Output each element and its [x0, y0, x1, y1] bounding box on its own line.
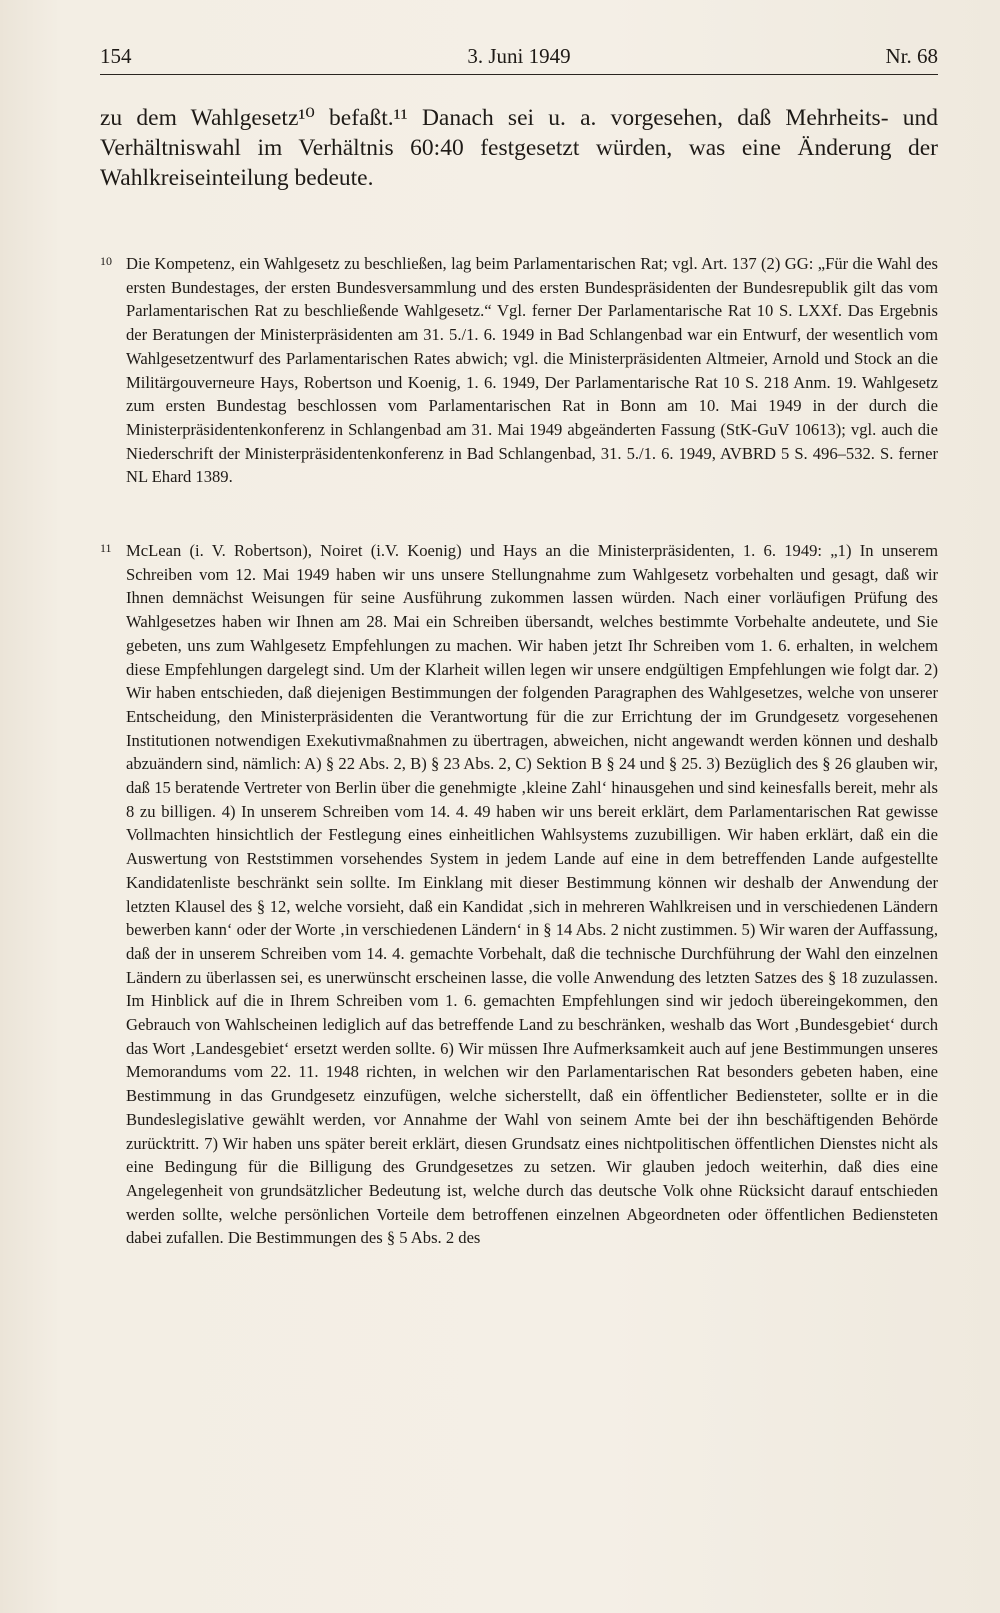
- footnote-10: [100, 252, 938, 489]
- footnote-number: 10: [100, 254, 112, 268]
- header-rule: [100, 74, 938, 75]
- footnote-11: [100, 539, 938, 1250]
- page-header: [100, 44, 938, 76]
- main-paragraph: zu dem Wahlgesetz¹⁰ befaßt.¹¹ Danach sei u. a. vorgesehen, daß Mehrheits- und Verhältniswahl im Verhältnis 60:40 festgesetzt würden, was eine Änderung der Wahlkreiseinteilung bedeute.: [100, 105, 938, 191]
- page-number: 154: [100, 44, 132, 68]
- footnote-text: McLean (i. V. Robertson), Noiret (i.V. Koenig) und Hays an die Ministerpräsidenten, 1. 6. 1949: „1) In unserem Schreiben vom 12. Mai 1949 haben wir uns unsere Stellungnahme zum Wahlgesetz vorbehalten und gesagt, daß wir Ihnen demnächst Weisungen für seine Ausführung zukommen lassen würden. Nach einer vorläufigen Prüfung des Wahlgesetzes haben wir Ihnen am 28. Mai ein Schreiben übersandt, welches bestimmte Vorbehalte andeutete, und Sie gebeten, uns zum Wahlgesetz Empfehlungen zu machen. Wir haben jetzt Ihr Schreiben vom 1. 6. erhalten, in welchem diese Empfehlungen dargelegt sind. Um der Klarheit willen legen wir unsere endgültigen Empfehlungen wie folgt dar. 2) Wir haben entschieden, daß diejenigen Bestimmungen der folgenden Paragraphen des Wahlgesetzes, welche von unserer Entscheidung, den Ministerpräsidenten die Verantwortung für die zur Errichtung der im Grundgesetz vorgesehenen Institutionen notwendigen Exekutivmaßnahmen zu übertragen, abweichen, nicht angewandt werden können und deshalb abzuändern sind, nämlich: A) § 22 Abs. 2, B) § 23 Abs. 2, C) Sektion B § 24 und § 25. 3) Bezüglich des § 26 glauben wir, daß 15 beratende Vertreter von Berlin über die genehmigte ‚kleine Zahl‘ hinausgehen und sind keinesfalls bereit, mehr als 8 zu billigen. 4) In unserem Schreiben vom 14. 4. 49 haben wir uns bereit erklärt, dem Parlamentarischen Rat gewisse Vollmachten hinsichtlich der Festlegung eines einheitlichen Wahlsystems zuzubilligen. Wir haben erklärt, daß ein die Auswertung von Reststimmen vorsehendes System in jedem Lande auf eine in dem betreffenden Lande aufgestellte Kandidatenliste beschränkt sein sollte. Im Einklang mit dieser Bestimmung können wir deshalb der Anwendung der letzten Klausel des § 12, welche vorsieht, daß ein Kandidat ‚sich in mehreren Wahlkreisen und in verschiedenen Ländern bewerben kann‘ oder der Worte ‚in verschiedenen Ländern‘ in § 14 Abs. 2 nicht zustimmen. 5) Wir waren der Auffassung, daß der in unserem Schreiben vom 14. 4. gemachte Vorbehalt, daß die technische Durchführung der Wahl den einzelnen Ländern zu überlassen sei, es unerwünscht erscheinen lasse, die volle Anwendung des letzten Satzes des § 18 zuzulassen. Im Hinblick auf die in Ihrem Schreiben vom 1. 6. gemachten Empfehlungen sind wir jedoch übereingekommen, den Gebrauch von Wahlscheinen lediglich auf das betreffende Land zu beschränken, weshalb das Wort ‚Bundesgebiet‘ durch das Wort ‚Landesgebiet‘ ersetzt werden sollte. 6) Wir müssen Ihre Aufmerksamkeit auch auf jene Bestimmungen unseres Memorandums vom 22. 11. 1948 richten, in welchen wir den Parlamentarischen Rat besonders gebeten haben, eine Bestimmung in das Grundgesetz einzufügen, welche sicherstellt, daß ein öffentlicher Bediensteter, sollte er in die Bundeslegislative gewählt werden, vor Annahme der Wahl von seinem Amte bei der ihn beschäftigenden Behörde zurücktritt. 7) Wir haben uns später bereit erklärt, diesen Grundsatz eines nichtpolitischen öffentlichen Dienstes nicht als eine Bedingung für die Billigung des Grundgesetzes zu setzen. Wir glauben jedoch weiterhin, daß dies eine Angelegenheit von grundsätzlicher Bedeutung ist, welche durch das deutsche Volk ohne Rücksicht darauf entschieden werden sollte, welche persönlichen Vorteile dem betroffenen einzelnen Abgeordneten oder öffentlichen Bediensteten dabei zufallen. Die Bestimmungen des § 5 Abs. 2 des: [126, 541, 938, 1248]
- footnote-number: 11: [100, 541, 112, 555]
- header-date: 3. Juni 1949: [467, 44, 571, 68]
- footnote-text: Die Kompetenz, ein Wahlgesetz zu beschließen, lag beim Parlamentarischen Rat; vgl. Art. 137 (2) GG: „Für die Wahl des ersten Bundestages, der ersten Bundesversammlung und des ersten Bundespräsidenten der Bundesrepublik gilt das vom Parlamentarischen Rat zu beschließende Wahlgesetz.“ Vgl. ferner Der Parlamentarische Rat 10 S. LXXf. Das Ergebnis der Beratungen der Ministerpräsidenten am 31. 5./1. 6. 1949 in Bad Schlangenbad war ein Entwurf, der wesentlich vom Wahlgesetzentwurf des Parlamentarischen Rates abwich; vgl. die Ministerpräsidenten Altmeier, Arnold und Stock an die Militärgouverneure Hays, Robertson und Koenig, 1. 6. 1949, Der Parlamentarische Rat 10 S. 218 Anm. 19. Wahlgesetz zum ersten Bundestag beschlossen vom Parlamentarischen Rat in Bonn am 10. Mai 1949 in der durch die Ministerpräsidentenkonferenz in Schlangenbad am 31. Mai 1949 abgeänderten Fassung (StK-GuV 10613); vgl. auch die Niederschrift der Ministerpräsidentenkonferenz in Bad Schlangenbad, 31. 5./1. 6. 1949, AVBRD 5 S. 496–532. S. ferner NL Ehard 1389.: [126, 254, 938, 487]
- document-number: Nr. 68: [885, 44, 938, 68]
